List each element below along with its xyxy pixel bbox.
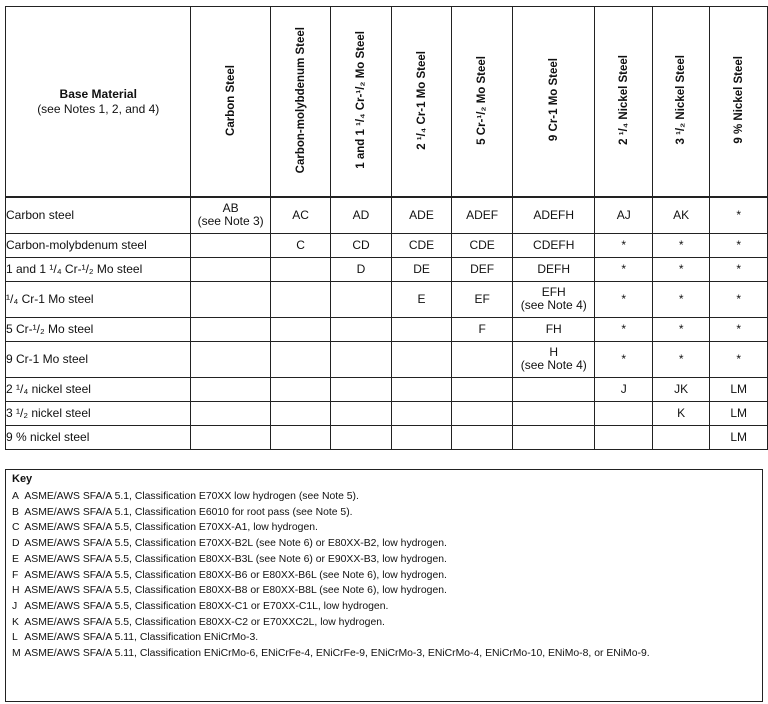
table-cell [595, 341, 652, 377]
table-cell [652, 281, 710, 317]
cell-value: EF [474, 291, 490, 306]
table-cell [270, 401, 330, 425]
cell-value: D [356, 261, 366, 276]
cell-value: ADEFH [533, 207, 575, 222]
key-item [12, 568, 756, 584]
cell-value: J [620, 381, 627, 396]
row-label: 2 ¹/₄ nickel steel [6, 377, 191, 401]
table-cell [191, 377, 270, 401]
row-label: 9 Cr-1 Mo steel [6, 341, 191, 377]
row-label: ¹/₄ Cr-1 Mo steel [6, 281, 191, 317]
table-cell [191, 425, 270, 449]
cell-value: E [417, 291, 426, 306]
table-cell [710, 401, 768, 425]
key-item [12, 489, 756, 505]
table-cell [270, 257, 330, 281]
table-cell [191, 401, 270, 425]
cell-value: EFH [541, 285, 566, 299]
cell-value: * [736, 351, 742, 366]
cell-value: CDEFH [533, 237, 575, 252]
table-row [6, 317, 768, 341]
table-cell [710, 425, 768, 449]
key-item [12, 536, 756, 552]
table-cell [595, 197, 652, 233]
key-list [12, 489, 756, 662]
base-material-title: Base Material [59, 86, 137, 101]
material-matrix-table [5, 6, 768, 450]
key-text: ASME/AWS SFA/A 5.5, Classification E80XX-B6 or E80XX-B6L (see Note 6), low hydrogen. [24, 569, 447, 581]
table-row [6, 401, 768, 425]
cell-value: ADE [409, 207, 434, 222]
cell-value: LM [730, 405, 748, 420]
table-cell [652, 377, 710, 401]
cell-value: CDE [408, 237, 435, 252]
table-cell [391, 257, 452, 281]
table-cell [452, 425, 513, 449]
base-material-note: (see Notes 1, 2, and 4) [37, 101, 160, 116]
table-cell [331, 257, 391, 281]
header-row [6, 7, 768, 198]
table-cell [391, 197, 452, 233]
row-label: 3 ¹/₂ nickel steel [6, 401, 191, 425]
key-section [5, 469, 763, 702]
table-cell [191, 317, 270, 341]
key-item [12, 505, 756, 521]
cell-value: DE [413, 261, 430, 276]
table-cell [331, 377, 391, 401]
cell-value: * [678, 321, 684, 336]
table-cell [452, 197, 513, 233]
table-cell [512, 281, 595, 317]
table-cell [595, 401, 652, 425]
column-header: 5 Cr-¹/₂ Mo Steel [452, 7, 513, 198]
cell-note: (see Note 4) [520, 358, 587, 372]
cell-value: * [736, 261, 742, 276]
cell-value: * [621, 321, 627, 336]
table-cell [331, 341, 391, 377]
column-header: 9 % Nickel Steel [710, 7, 768, 198]
table-cell [652, 317, 710, 341]
table-cell [652, 341, 710, 377]
cell-value: H [549, 345, 559, 359]
table-cell [512, 401, 595, 425]
base-material-header [6, 7, 191, 198]
table-cell [331, 317, 391, 341]
table-cell [710, 197, 768, 233]
cell-value: C [296, 237, 305, 252]
table-cell [652, 257, 710, 281]
table-cell [270, 341, 330, 377]
table-row [6, 233, 768, 257]
table-row [6, 377, 768, 401]
cell-value: CD [352, 237, 370, 252]
cell-value: * [736, 237, 742, 252]
table-row [6, 341, 768, 377]
cell-value: AK [673, 207, 690, 222]
cell-value: ADEF [466, 207, 499, 222]
key-letter: M [12, 648, 21, 660]
key-letter: J [12, 600, 18, 612]
table-cell [391, 425, 452, 449]
table-cell [710, 233, 768, 257]
table-cell [270, 197, 330, 233]
cell-value: F [478, 321, 486, 336]
table-cell [512, 341, 595, 377]
key-text: ASME/AWS SFA/A 5.1, Classification E70XX low hydrogen (see Note 5). [24, 491, 359, 502]
key-text: ASME/AWS SFA/A 5.11, Classification ENiCrMo-3. [24, 632, 259, 644]
cell-value: JK [674, 381, 689, 396]
key-text: ASME/AWS SFA/A 5.1, Classification E6010 for root pass (see Note 5). [24, 506, 353, 518]
table-cell [391, 281, 452, 317]
key-item [12, 646, 756, 662]
table-cell [595, 257, 652, 281]
cell-value: CDE [469, 237, 495, 252]
cell-note: (see Note 3) [197, 214, 264, 229]
table-cell [512, 197, 595, 233]
cell-value: * [678, 237, 684, 252]
table-cell [391, 401, 452, 425]
table-cell [595, 425, 652, 449]
table-row [6, 425, 768, 449]
table-cell [331, 281, 391, 317]
key-text: ASME/AWS SFA/A 5.5, Classification E80XX-B8 or E80XX-B8L (see Note 6), low hydrogen. [24, 585, 447, 597]
table-row [6, 257, 768, 281]
cell-value: * [678, 291, 684, 306]
key-letter: D [12, 538, 20, 550]
table-cell [710, 317, 768, 341]
table-cell [331, 197, 391, 233]
row-label: Carbon steel [6, 197, 191, 233]
table-cell [710, 377, 768, 401]
table-cell [331, 233, 391, 257]
table-cell [710, 341, 768, 377]
key-letter: E [12, 553, 19, 565]
table-cell [595, 317, 652, 341]
table-row [6, 281, 768, 317]
table-cell [191, 197, 270, 233]
cell-value: LM [730, 429, 748, 444]
table-cell [391, 341, 452, 377]
table-cell [652, 233, 710, 257]
cell-value: * [736, 321, 742, 336]
table-cell [391, 233, 452, 257]
row-label: Carbon-molybdenum steel [6, 233, 191, 257]
cell-value: * [678, 351, 684, 366]
key-item [12, 520, 756, 536]
key-text: ASME/AWS SFA/A 5.5, Classification E80XX-B3L (see Note 6) or E90XX-B3, low hydrogen. [24, 553, 447, 565]
table-cell [391, 317, 452, 341]
table-cell [270, 233, 330, 257]
table-body [6, 197, 768, 449]
key-letter: C [12, 522, 20, 534]
cell-value: * [621, 237, 627, 252]
key-item [12, 583, 756, 599]
cell-value: FH [545, 321, 562, 336]
table-cell [452, 233, 513, 257]
table-cell [512, 233, 595, 257]
column-header: 1 and 1 ¹/₄ Cr-¹/₂ Mo Steel [331, 7, 391, 198]
key-letter: A [12, 491, 19, 502]
cell-value: * [678, 261, 684, 276]
table-cell [595, 233, 652, 257]
table-cell [270, 281, 330, 317]
cell-value: AD [352, 207, 370, 222]
cell-value: LM [730, 381, 748, 396]
column-header: 3 ¹/₂ Nickel Steel [652, 7, 710, 198]
key-item [12, 630, 756, 646]
table-cell [452, 341, 513, 377]
table-cell [652, 401, 710, 425]
table-cell [652, 197, 710, 233]
column-header: Carbon Steel [191, 7, 270, 198]
table-cell [191, 341, 270, 377]
key-letter: H [12, 585, 20, 597]
table-cell [270, 425, 330, 449]
table-cell [512, 425, 595, 449]
table-cell [391, 377, 452, 401]
key-text: ASME/AWS SFA/A 5.5, Classification E80XX-C1 or E70XX-C1L, low hydrogen. [24, 600, 389, 612]
table-cell [270, 317, 330, 341]
table-cell [270, 377, 330, 401]
table-cell [452, 317, 513, 341]
table-cell [191, 233, 270, 257]
table-cell [595, 281, 652, 317]
table-cell [512, 257, 595, 281]
key-letter: B [12, 506, 19, 518]
key-item [12, 599, 756, 615]
key-text: ASME/AWS SFA/A 5.5, Classification E70XX-A1, low hydrogen. [24, 522, 318, 534]
cell-value: DEFH [537, 261, 571, 276]
row-label: 5 Cr-¹/₂ Mo steel [6, 317, 191, 341]
table-cell [452, 401, 513, 425]
cell-value: * [621, 291, 627, 306]
row-label: 1 and 1 ¹/₄ Cr-¹/₂ Mo steel [6, 257, 191, 281]
key-text: ASME/AWS SFA/A 5.5, Classification E70XX-B2L (see Note 6) or E80XX-B2, low hydrogen. [24, 538, 447, 550]
key-letter: L [12, 632, 18, 644]
table-row [6, 197, 768, 233]
cell-value: * [736, 291, 742, 306]
table-cell [710, 281, 768, 317]
key-letter: F [12, 569, 19, 581]
cell-value: * [621, 261, 627, 276]
table-cell [191, 281, 270, 317]
table-cell [652, 425, 710, 449]
column-header: 2 ¹/₄ Cr-1 Mo Steel [391, 7, 452, 198]
column-header: 2 ¹/₄ Nickel Steel [595, 7, 652, 198]
key-text: ASME/AWS SFA/A 5.11, Classification ENiCrMo-6, ENiCrFe-4, ENiCrFe-9, ENiCrMo-3, ENiCrMo-4, ENiCrMo-10, ENiMo-8, or ENiMo-9. [24, 648, 650, 660]
column-header: Carbon-molybdenum Steel [270, 7, 330, 198]
table-cell [331, 425, 391, 449]
key-letter: K [12, 616, 19, 628]
cell-value: AB [222, 201, 239, 216]
cell-value: * [736, 207, 742, 222]
table-cell [452, 257, 513, 281]
cell-value: * [621, 351, 627, 366]
cell-value: K [677, 405, 686, 420]
table-cell [452, 281, 513, 317]
key-title: Key [12, 473, 33, 485]
table-cell [191, 257, 270, 281]
key-item [12, 552, 756, 568]
cell-note: (see Note 4) [520, 298, 587, 312]
table-cell [512, 317, 595, 341]
table-cell [512, 377, 595, 401]
cell-value: AC [292, 207, 309, 222]
table-cell [331, 401, 391, 425]
cell-value: AJ [616, 207, 631, 222]
key-text: ASME/AWS SFA/A 5.5, Classification E80XX-C2 or E70XXC2L, low hydrogen. [24, 616, 385, 628]
key-item [12, 615, 756, 631]
row-label: 9 % nickel steel [6, 425, 191, 449]
table-cell [452, 377, 513, 401]
table-cell [595, 377, 652, 401]
column-header: 9 Cr-1 Mo Steel [512, 7, 595, 198]
table-cell [710, 257, 768, 281]
cell-value: DEF [470, 261, 495, 276]
